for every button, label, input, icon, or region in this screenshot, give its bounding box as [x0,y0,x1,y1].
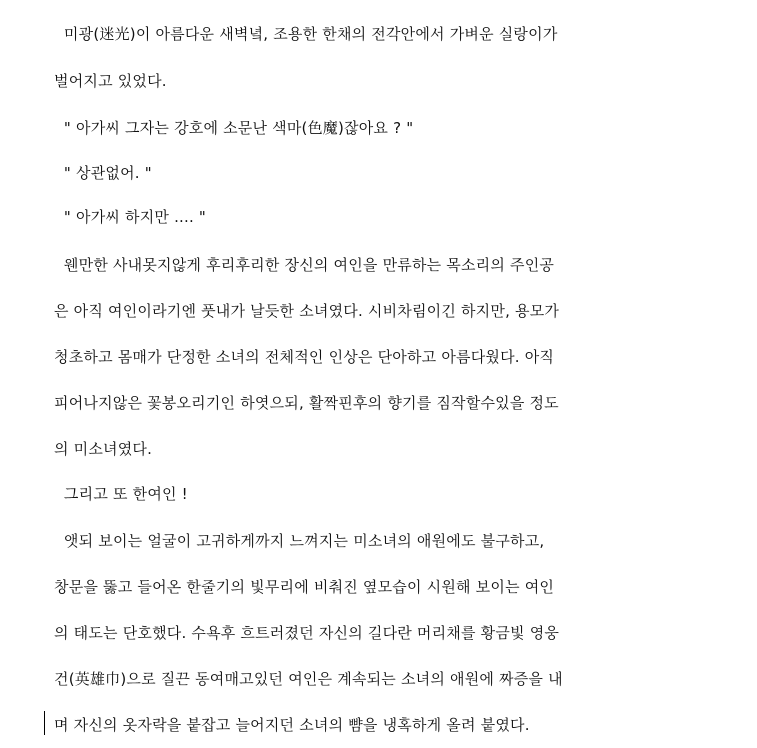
text-line-9: 피어나지않은 꽃봉오리기인 하엿으되, 활짝핀후의 향기를 짐작할수있을 정도 [54,394,559,412]
text-line-3: " 아가씨 그자는 강호에 소문난 색마(色魔)잖아요 ? " [54,119,414,137]
text-line-11: 그리고 또 한여인 ! [54,485,188,503]
text-line-15: 건(英雄巾)으로 질끈 동여매고있던 여인은 계속되는 소녀의 애원에 짜증을 내 [54,670,563,688]
text-line-6: 웬만한 사내못지않게 후리후리한 장신의 여인을 만류하는 목소리의 주인공 [54,256,555,274]
text-line-8: 청초하고 몸매가 단정한 소녀의 전체적인 인상은 단아하고 아름다웠다. 아직 [54,348,555,366]
text-line-2: 벌어지고 있었다. [54,72,167,90]
text-line-14: 의 태도는 단호했다. 수욕후 흐트러졌던 자신의 길다란 머리채를 황금빛 영웅 [54,624,560,642]
text-line-5: " 아가씨 하지만 .... " [54,208,207,226]
text-line-7: 은 아직 여인이라기엔 풋내가 날듯한 소녀였다. 시비차림이긴 하지만, 용모가 [54,302,560,320]
text-line-1: 미광(迷光)이 아름다운 새벽녘, 조용한 한채의 전각안에서 가벼운 실랑이가 [54,25,558,43]
text-line-10: 의 미소녀였다. [54,440,153,458]
text-line-4: " 상관없어. " [54,164,152,182]
text-cursor[interactable] [44,711,45,735]
text-line-12: 앳되 보이는 얼굴이 고귀하게까지 느껴지는 미소녀의 애원에도 불구하고, [54,532,545,550]
text-line-13: 창문을 뚫고 들어온 한줄기의 빛무리에 비춰진 옆모습이 시원해 보이는 여인 [54,578,555,596]
text-line-16: 며 자신의 옷자락을 붙잡고 늘어지던 소녀의 뺨을 냉혹하게 올려 붙였다. [54,716,530,734]
